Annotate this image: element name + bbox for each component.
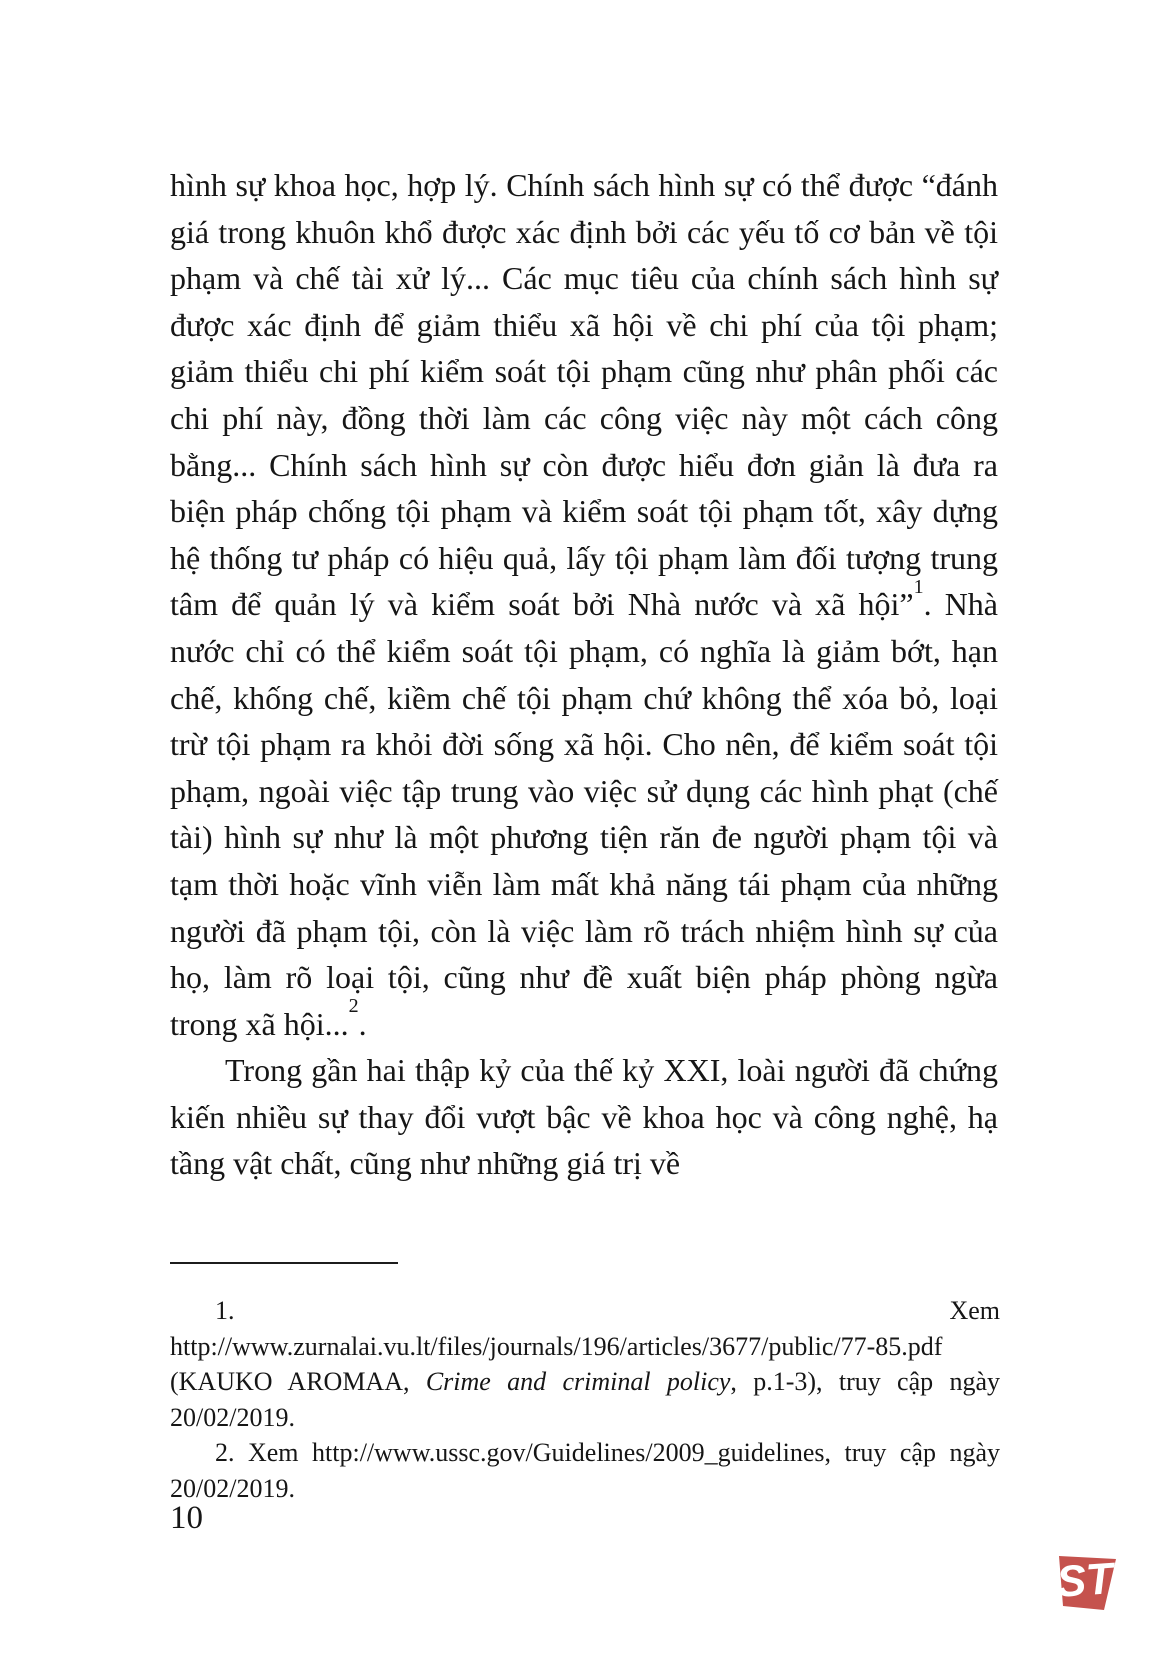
body-paragraph-1 — [170, 162, 998, 1047]
publisher-logo-icon — [1056, 1550, 1118, 1612]
publisher-logo — [1056, 1550, 1118, 1612]
footnote-separator-rule — [170, 1262, 398, 1264]
footnote-1 — [170, 1293, 1000, 1435]
paragraph-1-end: . — [358, 1005, 367, 1042]
footnote-ref-2: 2 — [348, 995, 359, 1018]
footnote-ref-1: 1 — [913, 575, 924, 598]
footnote-1-text: 1. Xem http://www.zurnalai.vu.lt/files/journals/196/articles/3677/public/77-85.pdf (KAUKO AROMAA, — [170, 1296, 1000, 1396]
paragraph-1-text-continued: . Nhà nước chỉ có thể kiểm soát tội phạm, có nghĩa là giảm bớt, hạn chế, khống chế, kiềm chế tội phạm chứ không thể xóa bỏ, loại trừ tội phạm ra khỏi đời sống xã hội. Cho nên, để kiểm soát tội phạm, ngoài việc tập trung vào việc sử dụng các hình phạt (chế tài) hình sự như là một phương tiện răn đe người phạm tội và tạm thời hoặc vĩnh viễn làm mất khả năng tái phạm của những người đã phạm tội, còn là việc làm rõ trách nhiệm hình sự của họ, làm rõ loại tội, cũng như đề xuất biện pháp phòng ngừa trong xã hội... — [170, 586, 999, 1042]
publisher-logo-text: ST — [1056, 1554, 1115, 1607]
footnote-2: 2. Xem http://www.ussc.gov/Guidelines/2009_guidelines, truy cập ngày 20/02/2019. — [170, 1438, 1000, 1503]
page-number: 10 — [170, 1500, 203, 1536]
body-paragraph-2: Trong gần hai thập kỷ của thế kỷ XXI, loài người đã chứng kiến nhiều sự thay đổi vượt bậc về khoa học và công nghệ, hạ tầng vật chất, cũng như những giá trị về — [170, 1052, 998, 1182]
footnote-1-text-end: , p.1-3), truy cập ngày 20/02/2019. — [170, 1367, 1000, 1432]
body-text-block — [170, 162, 998, 1187]
paragraph-1-text: hình sự khoa học, hợp lý. Chính sách hình sự có thể được “đánh giá trong khuôn khổ được xác định bởi các yếu tố cơ bản về tội phạm và chế tài xử lý... Các mục tiêu của chính sách hình sự được xác định để giảm thiểu xã hội về chi phí của tội phạm; giảm thiểu chi phí kiểm soát tội phạm cũng như phân phối các chi phí này, đồng thời làm các công việc này một cách công bằng... Chính sách hình sự còn được hiểu đơn giản là đưa ra biện pháp chống tội phạm và kiểm soát tội phạm tốt, xây dựng hệ thống tư pháp có hiệu quả, lấy tội phạm làm đối tượng trung tâm để quản lý và kiểm soát bởi Nhà nước và xã hội” — [170, 167, 998, 623]
footnote-1-work-title: Crime and criminal policy — [425, 1367, 731, 1396]
footnotes-block — [170, 1293, 1000, 1506]
